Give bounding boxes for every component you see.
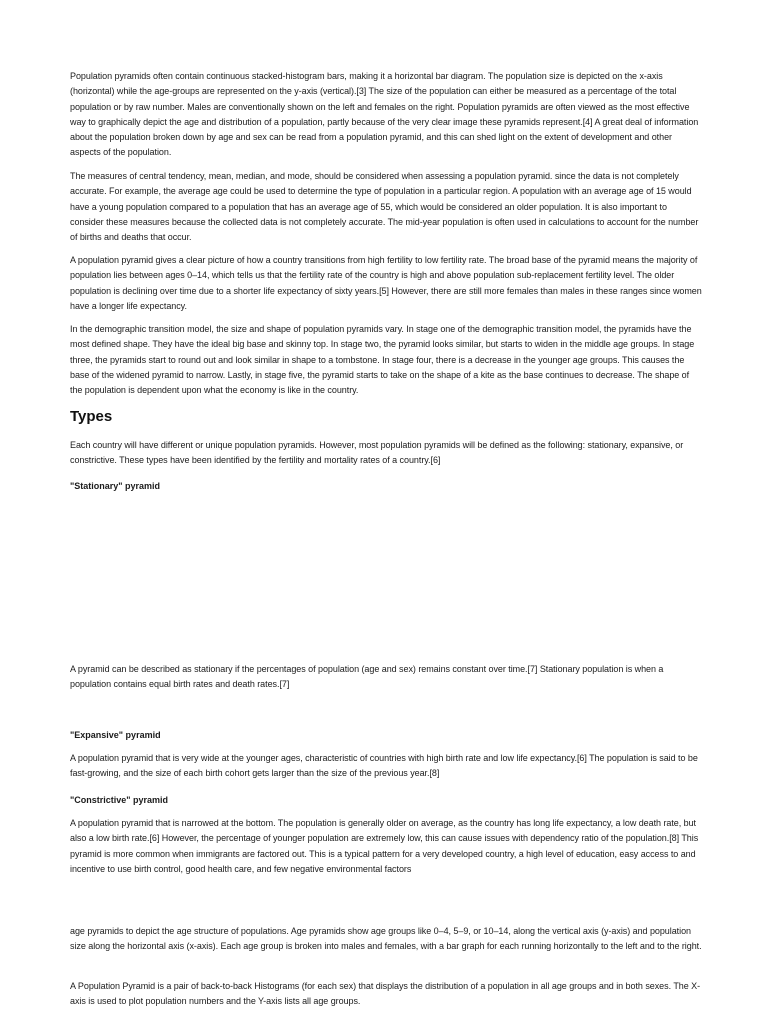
- constrictive-subhead-block: [70, 793, 702, 807]
- paragraph-text: Each country will have different or unique population pyramids. However, most population pyramids will be defined as the following: stationary, expansive, or constrictive. These types have been identified by the fertility and mortality rates of a country.[6]: [70, 440, 684, 466]
- types-heading-block: [70, 408, 702, 426]
- paragraph-text: The measures of central tendency, mean, median, and mode, should be considered when assessing a population pyramid. since the data is not completely accurate. For example, the average age could be used to determine the type of population in a particular region. A population with an average age of 15 would have a young population compared to a population that has an average age of 55, which would be considered an older population. It is also important to consider these measures because the collected data is not completely accurate. The mid-year population is often used in calculations to account for the number of births and deaths that occur.: [70, 171, 699, 243]
- intro-paragraph-4: [70, 322, 702, 398]
- expansive-subhead-block: [70, 728, 702, 742]
- paragraph-text: A population pyramid that is very wide at the younger ages, characteristic of countries with high birth rate and low life expectancy.[6] The population is said to be fast-growing, and the size of each birth cohort gets larger than the size of the previous year.[8]: [70, 753, 698, 779]
- age-pyramids-paragraph: [70, 924, 702, 955]
- expansive-paragraph: [70, 751, 702, 782]
- stationary-paragraph: [70, 662, 702, 693]
- paragraph-text: A population pyramid that is narrowed at the bottom. The population is generally older on average, as the country has long life expectancy, a low death rate, but also a low birth rate.[6] However, the percentage of younger population are extremely low, this can cause issues with dependency ratio of the population.[8] This pyramid is more common when immigrants are factored out. This is a typical pattern for a very developed country, a high level of education, easy access to and incentive to use birth control, good health care, and few negative environmental factors: [70, 818, 699, 874]
- paragraph-text: A Population Pyramid is a pair of back-to-back Histograms (for each sex) that displays the distribution of a population in all age groups and in both sexes. The X-axis is used to plot population numbers and the Y-axis lists all age groups.: [70, 981, 701, 1007]
- paragraph-text: age pyramids to depict the age structure of populations. Age pyramids show age groups like 0–4, 5–9, or 10–14, along the vertical axis (y-axis) and population size along the horizontal axis (x-axis). Each age group is broken into males and females, with a bar graph for each running horizontally to the left and to the right.: [70, 926, 702, 952]
- types-intro-paragraph: [70, 438, 702, 469]
- intro-paragraph-3: [70, 253, 702, 314]
- expansive-pyramid-title: "Expansive" pyramid: [70, 730, 161, 740]
- histograms-paragraph: [70, 979, 702, 1010]
- paragraph-text: A population pyramid gives a clear picture of how a country transitions from high fertility to low fertility rate. The broad base of the pyramid means the majority of population lies between ages 0–14, which tells us that the fertility rate of the country is high and above population sub-replacement fertility level. The older population is declining over time due to a shorter life expectancy of sixty years.[5] However, there are still more females than males in these ranges since women have a longer life expectancy.: [70, 255, 702, 311]
- paragraph-text: A pyramid can be described as stationary if the percentages of population (age and sex) remains constant over time.[7] Stationary population is when a population contains equal birth rates and death rates.[7]: [70, 664, 664, 690]
- intro-paragraph-1: [70, 69, 702, 161]
- paragraph-text: Population pyramids often contain continuous stacked-histogram bars, making it a horizontal bar diagram. The population size is depicted on the x-axis (horizontal) while the age-groups are represented on the y-axis (vertical).[3] The size of the population can either be measured as a percentage of the total population or by raw number. Males are conventionally shown on the left and females on the right. Population pyramids are often viewed as the most effective way to graphically depict the age and distribution of a population, partly because of the very clear image these pyramids represent.[4] A great deal of information about the population broken down by age and sex can be read from a population pyramid, and this can shed light on the extent of development and other aspects of the population.: [70, 71, 699, 158]
- constrictive-pyramid-title: "Constrictive" pyramid: [70, 795, 169, 805]
- intro-paragraph-2: [70, 169, 702, 245]
- stationary-pyramid-title: "Stationary" pyramid: [70, 481, 161, 491]
- paragraph-text: In the demographic transition model, the size and shape of population pyramids vary. In stage one of the demographic transition model, the pyramids have the most defined shape. They have the ideal big base and skinny top. In stage two, the pyramid looks similar, but starts to widen in the middle age groups. In stage three, the pyramids start to round out and look similar in shape to a tombstone. In stage four, there is a decrease in the younger age groups. This causes the base of the widened pyramid to narrow. Lastly, in stage five, the pyramid starts to take on the shape of a kite as the base continues to decrease. The shape of the population is dependent upon what the economy is like in the country.: [70, 324, 695, 396]
- section-heading-types: Types: [70, 408, 113, 425]
- constrictive-paragraph: [70, 816, 702, 877]
- figure-placeholder: [70, 496, 702, 656]
- stationary-subhead-block: [70, 479, 702, 493]
